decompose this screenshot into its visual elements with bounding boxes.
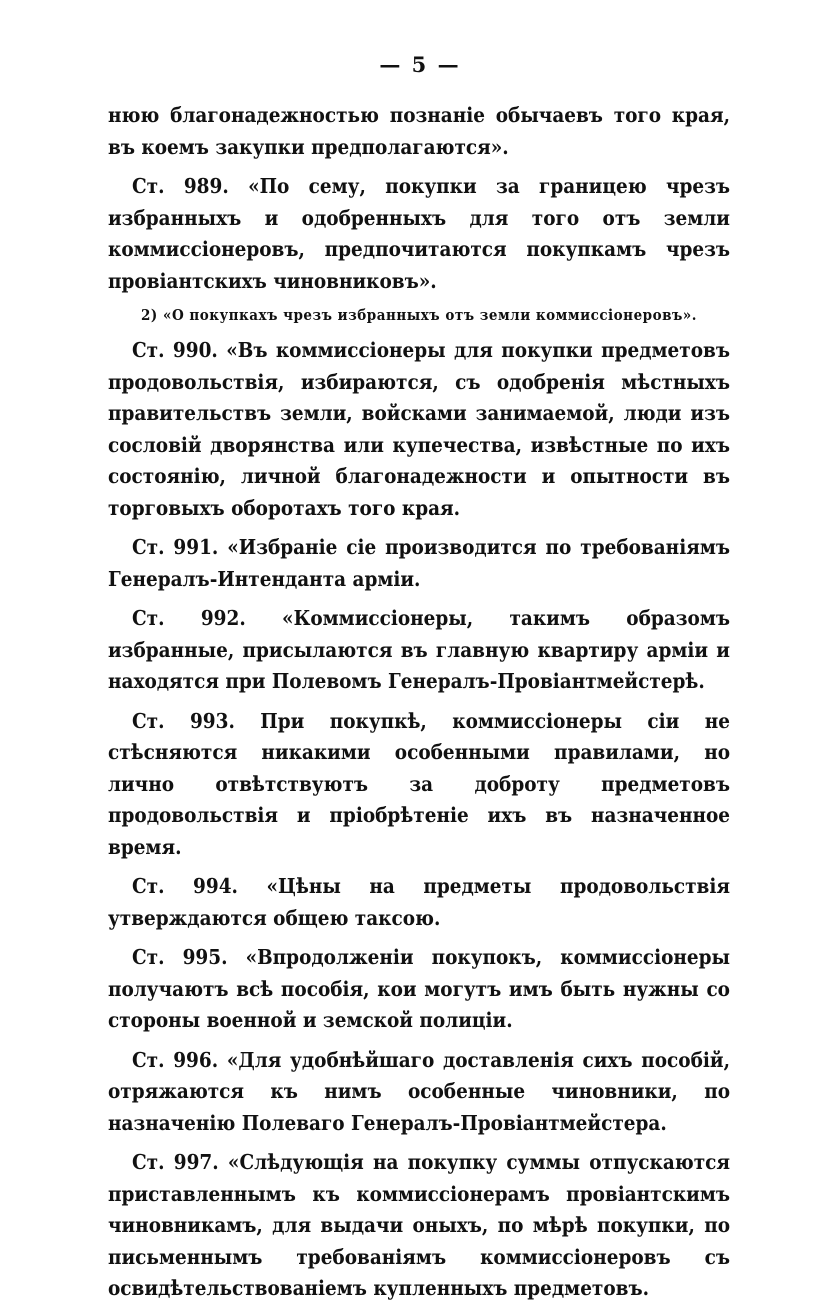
- article-number: Ст. 996.: [132, 1047, 219, 1072]
- page-body: [108, 100, 730, 1313]
- article-993: [108, 706, 730, 864]
- article-text: «Избраніе сіе производится по требованіямъ Генералъ-Интенданта арміи.: [108, 535, 730, 591]
- article-number: Ст. 994.: [132, 874, 238, 898]
- article-number: Ст. 997.: [132, 1150, 219, 1174]
- paragraph-continuation: [108, 100, 730, 163]
- article-text: «Для удобнѣйшаго доставленія сихъ пособій, отряжаются къ нимъ особенные чиновники, по назначенію Полеваго Генералъ-Провіантмейстера.: [108, 1047, 730, 1135]
- section-heading: 2) «О покупкахъ чрезъ избранныхъ отъ земли коммиссіонеровъ».: [141, 306, 697, 324]
- article-989: [108, 171, 730, 297]
- article-text: «По сему, покупки за границею чрезъ избранныхъ и одобренныхъ для того отъ земли коммиссіонеровъ, предпочитаются покупкамъ чрезъ провіантскихъ чиновниковъ».: [108, 174, 730, 293]
- article-997: [108, 1147, 730, 1305]
- article-995: [108, 942, 730, 1037]
- article-text: «Коммиссіонеры, такимъ образомъ избранные, присылаются въ главную квартиру арміи и находятся при Полевомъ Генералъ-Провіантмейстерѣ.: [108, 606, 730, 693]
- article-text: «Въ коммиссіонеры для покупки предметовъ продовольствія, избираются, съ одобренія мѣстныхъ правительствъ земли, войсками занимаемой, люди изъ сословій дворянства или купечества, извѣстные по ихъ состоянію, личной благонадежности и опытности въ торговыхъ оборотахъ того края.: [108, 338, 730, 520]
- article-number: Ст. 989.: [132, 174, 229, 198]
- article-991: [108, 532, 730, 595]
- article-number: Ст. 995.: [132, 945, 228, 969]
- article-number: Ст. 992.: [132, 606, 246, 630]
- article-number: Ст. 993.: [132, 708, 235, 733]
- article-number: Ст. 990.: [132, 338, 218, 362]
- article-text: «Слѣдующія на покупку суммы отпускаются приставленнымъ къ коммиссіонерамъ провіантскимъ чиновникамъ, для выдачи оныхъ, по мѣрѣ покупки, по письменнымъ требованіямъ коммиссіонеровъ съ освидѣтельствованіемъ купленныхъ предметовъ.: [108, 1150, 730, 1300]
- article-996: [108, 1045, 730, 1140]
- article-994: [108, 871, 730, 934]
- article-text: «Впродолженіи покупокъ, коммиссіонеры получаютъ всѣ пособія, кои могутъ имъ быть нужны со стороны военной и земской полиціи.: [108, 945, 730, 1032]
- article-990: [108, 335, 730, 524]
- article-number: Ст. 991.: [132, 535, 219, 559]
- article-text: «Цѣны на предметы продовольствія утверждаются общею таксою.: [108, 874, 730, 930]
- article-text: При покупкѣ, коммиссіонеры сіи не стѣсняются никакими особенными правилами, но лично отвѣтствуютъ за доброту предметовъ продовольствія и пріобрѣтеніе ихъ въ назначенное время.: [108, 708, 730, 859]
- page-number: — 5 —: [379, 52, 461, 77]
- paragraph-text: нюю благонадежностью познаніе обычаевъ того края, въ коемъ закупки предполагаются».: [108, 103, 730, 159]
- article-992: [108, 603, 730, 698]
